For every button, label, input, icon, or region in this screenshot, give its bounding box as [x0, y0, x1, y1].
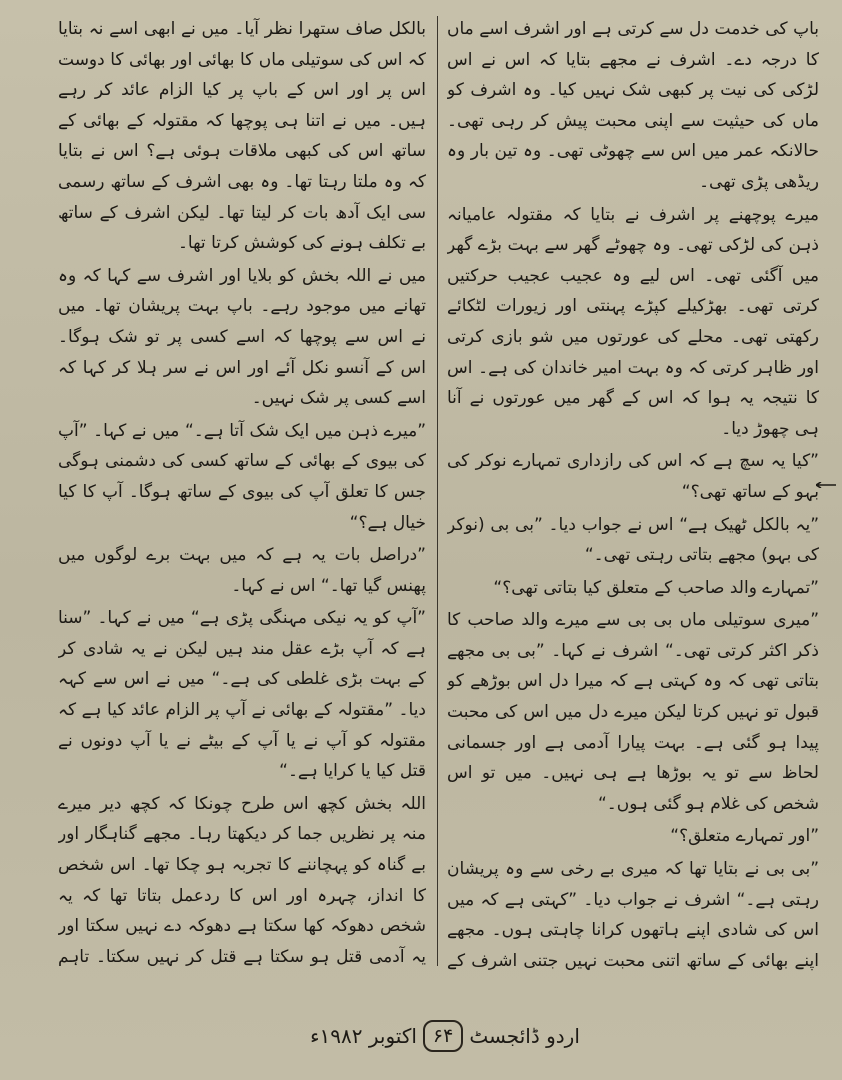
paragraph: ”میرے ذہن میں ایک شک آتا ہے۔“ میں نے کہا۔ ”آپ کی بیوی کے بھائی کے ساتھ کسی کی دشمنی ہوگی جس کا تعلق آپ کی بیوی کے ساتھ ہوگا۔ آپ کا کیا خیال ہے؟“ — [58, 420, 426, 533]
paragraph: ”تمہارے والد صاحب کے متعلق کیا بتاتی تھی؟“ — [493, 577, 819, 598]
paragraph: ”اور تمہارے متعلق؟“ — [670, 826, 819, 847]
paragraph: ”دراصل بات یہ ہے کہ میں بہت برے لوگوں میں پھنس گیا تھا۔“ اس نے کہا۔ — [58, 545, 426, 596]
left-column — [58, 14, 426, 972]
page-number: ۶۴ — [423, 1020, 463, 1052]
paragraph: ”یہ بالکل ٹھیک ہے“ اس نے جواب دیا۔ ”بی بی (نوکر کی بہو) مجھے بتاتی رہتی تھی۔“ — [447, 514, 819, 566]
paragraph: بالکل صاف ستھرا نظر آیا۔ میں نے ابھی اسے نہ بتایا کہ اس کی سوتیلی ماں کا بھائی اور بھائی کا دوست اس پر اور اس کے باپ پر کیا الزام عائد کر رہے ہیں۔ میں نے اتنا ہی پوچھا کہ مقتولہ کے بھائی کے ساتھ اس کی کبھی ملاقات ہوئی ہے؟ اس نے بتایا کہ وہ ملتا رہتا تھا۔ وہ بھی اشرف کے ساتھ رسمی سی ایک آدھ بات کر لیتا تھا۔ لیکن اشرف کے ساتھ بے تکلف ہونے کی کوشش کرتا تھا۔ — [58, 19, 426, 254]
issue-date: اکتوبر ۱۹۸۲ء — [310, 1024, 417, 1048]
column-divider — [437, 16, 438, 966]
paragraph: میں نے اللہ بخش کو بلایا اور اشرف سے کہا کہ وہ تھانے میں موجود رہے۔ باپ بہت پریشان تھا۔ میں نے اس سے پوچھا کہ اسے کسی پر تو شک ہوگا۔ اس کے آنسو نکل آئے اور اس نے سر ہلا کر کہا کہ اسے کسی پر شک نہیں۔ — [58, 265, 426, 409]
page-footer — [300, 1018, 590, 1054]
paragraph: ”بی بی نے بتایا تھا کہ میری بے رخی سے وہ پریشان رہتی ہے۔“ اشرف نے جواب دیا۔ ”کہتی ہے کہ میں اس کی شادی اپنے ہاتھوں کرانا چاہتی ہوں۔ مجھے اپنے بھائی کے ساتھ اتنی محبت نہیں جتنی اشرف کے — [447, 859, 819, 971]
paragraph: اللہ بخش کچھ اس طرح چونکا کہ کچھ دیر میرے منہ پر نظریں جما کر دیکھتا رہا۔ مجھے گناہگار اور بے گناہ کو پہچاننے کا تجربہ ہو چکا تھا۔ اس شخص کا انداز، چہرہ اور اس کا ردعمل بتاتا تھا کہ یہ شخص دھوکہ کھا سکتا ہے دھوکہ دے نہیں سکتا اور یہ آدمی قتل ہو سکتا ہے قتل کر نہیں سکتا۔ تاہم — [58, 793, 426, 967]
magazine-name: اردو ڈائجسٹ — [469, 1024, 580, 1048]
paragraph: ”کیا یہ سچ ہے کہ اس کی رازداری تمہارے نوکر کی بہو کے ساتھ تھی؟“ — [447, 451, 819, 502]
margin-arrow-icon — [816, 482, 836, 488]
paragraph: ”میری سوتیلی ماں بی بی سے میرے والد صاحب کا ذکر اکثر کرتی تھی۔“ اشرف نے کہا۔ ”بی بی مجھے بتاتی تھی کہ وہ کہتی ہے کہ میرا دل اس بوڑھے کو قبول تو نہیں کرتا لیکن میرے دل میں اس کی محبت پیدا ہو گئی ہے۔ بہت پیارا آدمی ہے اور جسمانی لحاظ سے تو یہ بوڑھا ہے ہی نہیں۔ میں تو اس شخص کی غلام ہو گئی ہوں۔“ — [447, 610, 819, 814]
paragraph: ”آپ کو یہ نیکی مہنگی پڑی ہے“ میں نے کہا۔ ”سنا ہے کہ آپ بڑے عقل مند ہیں لیکن نے یہ شادی کر کے بہت بڑی غلطی کی ہے۔“ میں نے اس سے کہہ دیا۔ ”مقتولہ کے بھائی نے آپ پر الزام عائد کیا ہے کہ مقتولہ کو آپ نے یا آپ کے بیٹے نے یا آپ دونوں نے قتل کیا یا کرایا ہے۔“ — [58, 608, 426, 782]
paragraph: باپ کی خدمت دل سے کرتی ہے اور اشرف اسے ماں کا درجہ دے۔ اشرف نے مجھے بتایا کہ اس نے اس لڑکی کی نیت پر کبھی شک نہیں کیا۔ وہ اشرف کو ماں کی حیثیت سے اپنی محبت پیش کر رہی تھی۔ حالانکہ عمر میں اس سے چھوٹی تھی۔ وہ تین بار وہ ریڈھی پڑی تھی۔ — [447, 19, 819, 192]
paragraph: میرے پوچھنے پر اشرف نے بتایا کہ مقتولہ عامیانہ ذہن کی لڑکی تھی۔ وہ چھوٹے گھر سے بہت بڑے گھر میں آگئی تھی۔ اس لیے وہ عجیب عجیب حرکتیں کرتی تھی۔ بھڑکیلے کپڑے پہنتی اور زیورات لٹکائے رکھتی تھی۔ محلے کی عورتوں میں شو بازی کرتی اور ظاہر کرتی کہ وہ بہت امیر خاندان کی ہے۔ اس کا نتیجہ یہ ہوا کہ اس کے گھر میں عورتوں نے آنا ہی چھوڑ دیا۔ — [447, 204, 819, 439]
right-column — [447, 14, 819, 972]
